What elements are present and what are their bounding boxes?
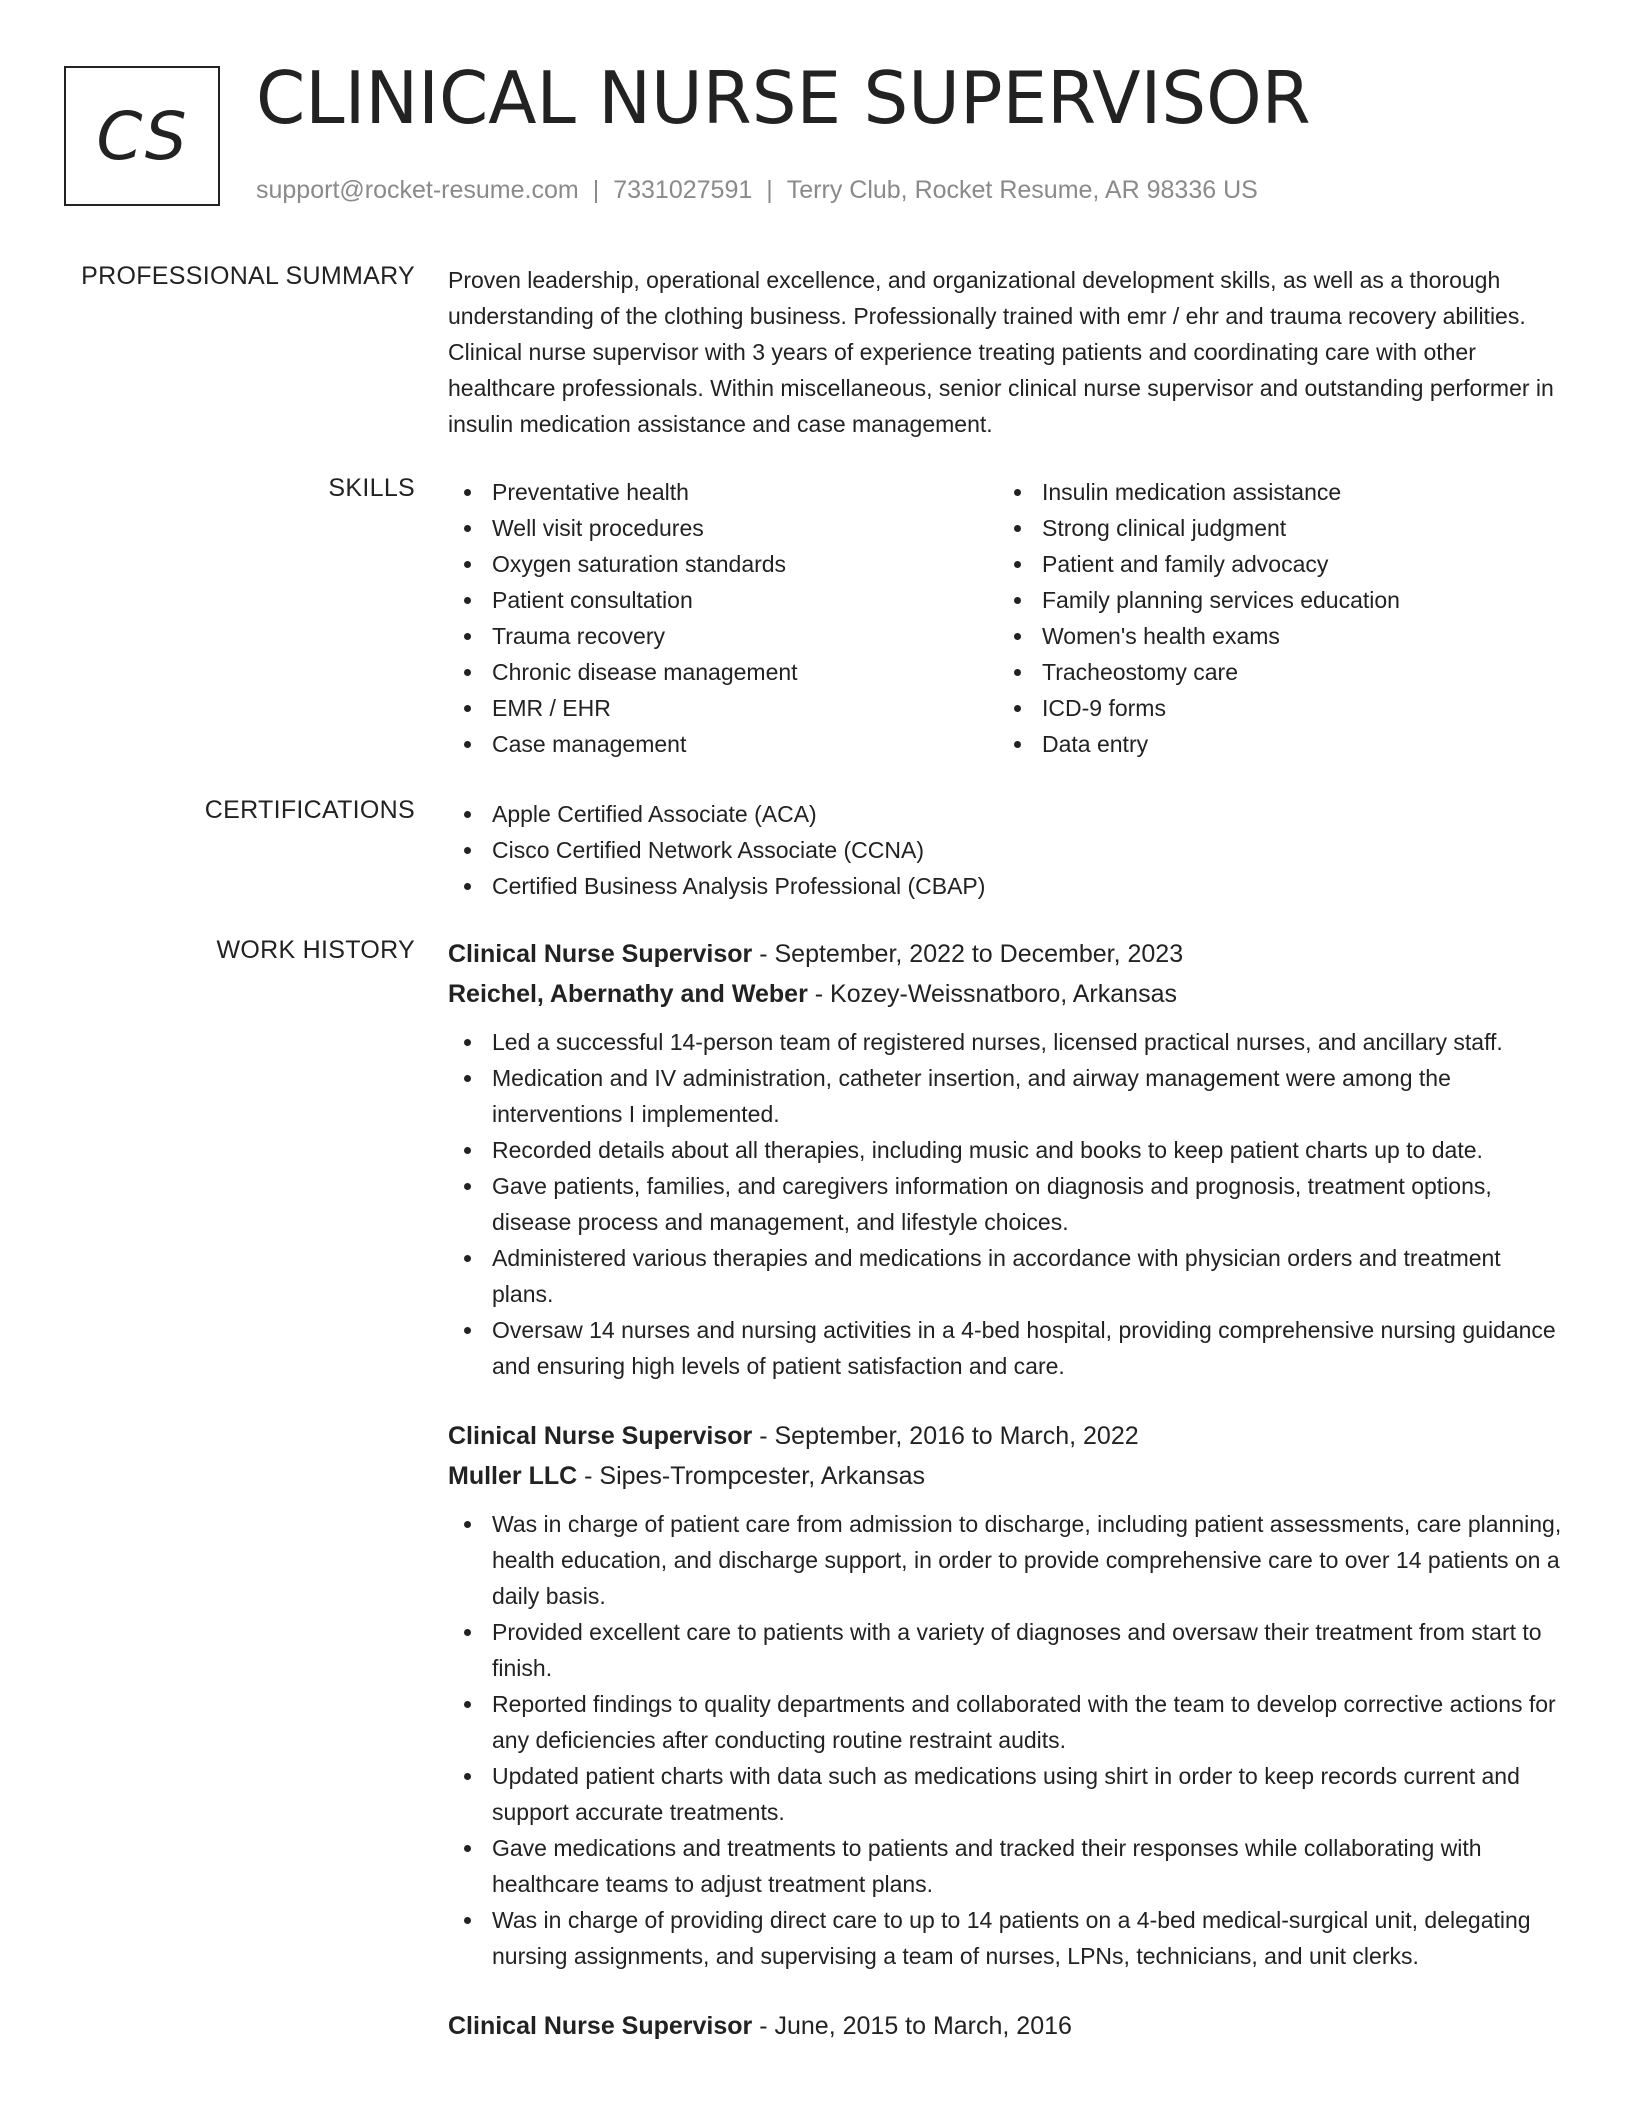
job-bullet: Gave medications and treatments to patients and tracked their responses while collaborating with healthcare teams to adjust treatment plans.: [448, 1830, 1568, 1902]
job-entry: [448, 934, 1568, 1384]
skill-item: Preventative health: [448, 474, 998, 510]
skill-item: Oxygen saturation standards: [448, 546, 998, 582]
skill-item: Well visit procedures: [448, 510, 998, 546]
skill-item: Patient and family advocacy: [998, 546, 1548, 582]
job-bullet: Was in charge of providing direct care to up to 14 patients on a 4-bed medical-surgical unit, delegating nursing assignments, and supervising a team of nurses, LPNs, technicians, and unit clerks.: [448, 1902, 1568, 1974]
job-bullet: Updated patient charts with data such as medications using shirt in order to keep records current and support accurate treatments.: [448, 1758, 1568, 1830]
contact-phone: 7331027591: [613, 176, 753, 204]
skills-list-left: [448, 474, 998, 762]
job-dates: - September, 2022 to December, 2023: [752, 940, 1184, 968]
job-company-line: [448, 1456, 1568, 1496]
job-dates: - September, 2016 to March, 2022: [752, 1422, 1139, 1450]
contact-address: Terry Club, Rocket Resume, AR 98336 US: [786, 176, 1258, 204]
job-role: Clinical Nurse Supervisor: [448, 1422, 753, 1450]
contact-email: support@rocket-resume.com: [256, 176, 579, 204]
job-role: Clinical Nurse Supervisor: [448, 2012, 753, 2040]
skill-item: ICD-9 forms: [998, 690, 1548, 726]
summary-body: [448, 262, 1568, 442]
skill-item: Case management: [448, 726, 998, 762]
certifications-heading: CERTIFICATIONS: [204, 796, 415, 824]
job-role-line: [448, 934, 1568, 974]
summary-heading: PROFESSIONAL SUMMARY: [81, 262, 415, 290]
job-bullet: Administered various therapies and medications in accordance with physician orders and treatment plans.: [448, 1240, 1568, 1312]
job-role: Clinical Nurse Supervisor: [448, 940, 753, 968]
skill-item: Strong clinical judgment: [998, 510, 1548, 546]
job-bullet: Gave patients, families, and caregivers information on diagnosis and prognosis, treatment options, disease process and management, and lifestyle choices.: [448, 1168, 1568, 1240]
job-entry: [448, 2006, 1568, 2046]
skills-list-right: [998, 474, 1548, 762]
job-entry: [448, 1416, 1568, 1974]
job-bullet: Led a successful 14-person team of registered nurses, licensed practical nurses, and ancillary staff.: [448, 1024, 1568, 1060]
work-history-body: [448, 934, 1568, 2078]
work-history-heading: WORK HISTORY: [216, 936, 415, 964]
job-company-line: [448, 974, 1568, 1014]
job-company: Muller LLC: [448, 1462, 578, 1490]
skill-item: EMR / EHR: [448, 690, 998, 726]
job-location: - Sipes-Trompcester, Arkansas: [577, 1462, 925, 1490]
job-role-line: [448, 2006, 1568, 2046]
certifications-body: [448, 796, 1568, 904]
skills-body: [448, 474, 1568, 762]
skill-item: Tracheostomy care: [998, 654, 1548, 690]
job-bullets: [448, 1024, 1568, 1384]
skill-item: Insulin medication assistance: [998, 474, 1548, 510]
contact-line: [256, 176, 1258, 205]
resume-title: CLINICAL NURSE SUPERVISOR: [256, 56, 1311, 140]
job-bullets: [448, 1506, 1568, 1974]
skill-item: Data entry: [998, 726, 1548, 762]
certifications-list: [448, 796, 1568, 904]
skills-heading: SKILLS: [328, 474, 415, 502]
job-company: Reichel, Abernathy and Weber: [448, 980, 808, 1008]
certification-item: Certified Business Analysis Professional (CBAP): [448, 868, 1568, 904]
certification-item: Apple Certified Associate (ACA): [448, 796, 1568, 832]
job-role-line: [448, 1416, 1568, 1456]
skill-item: Trauma recovery: [448, 618, 998, 654]
skill-item: Chronic disease management: [448, 654, 998, 690]
job-bullet: Reported findings to quality departments and collaborated with the team to develop corrective actions for any deficiencies after conducting routine restraint audits.: [448, 1686, 1568, 1758]
contact-separator: |: [766, 176, 773, 204]
monogram-logo: CS: [64, 66, 220, 206]
job-bullet: Recorded details about all therapies, including music and books to keep patient charts up to date.: [448, 1132, 1568, 1168]
job-bullet: Medication and IV administration, catheter insertion, and airway management were among the interventions I implemented.: [448, 1060, 1568, 1132]
job-location: - Kozey-Weissnatboro, Arkansas: [807, 980, 1177, 1008]
contact-separator: |: [592, 176, 600, 204]
skill-item: Patient consultation: [448, 582, 998, 618]
job-bullet: Oversaw 14 nurses and nursing activities in a 4-bed hospital, providing comprehensive nursing guidance and ensuring high levels of patient satisfaction and care.: [448, 1312, 1568, 1384]
job-bullet: Was in charge of patient care from admission to discharge, including patient assessments, care planning, health education, and discharge support, in order to provide comprehensive care to over 14 patients on a daily basis.: [448, 1506, 1568, 1614]
skill-item: Family planning services education: [998, 582, 1548, 618]
skill-item: Women's health exams: [998, 618, 1548, 654]
job-dates: - June, 2015 to March, 2016: [752, 2012, 1072, 2040]
summary-text: Proven leadership, operational excellence, and organizational development skills, as well as a thorough understanding of the clothing business. Professionally trained with emr / ehr and trauma recovery abilities. Clinical nurse supervisor with 3 years of experience treating patients and coordinating care with other healthcare professionals. Within miscellaneous, senior clinical nurse supervisor and outstanding performer in insulin medication assistance and case management.: [448, 267, 1554, 437]
certification-item: Cisco Certified Network Associate (CCNA): [448, 832, 1568, 868]
job-bullet: Provided excellent care to patients with a variety of diagnoses and oversaw their treatment from start to finish.: [448, 1614, 1568, 1686]
